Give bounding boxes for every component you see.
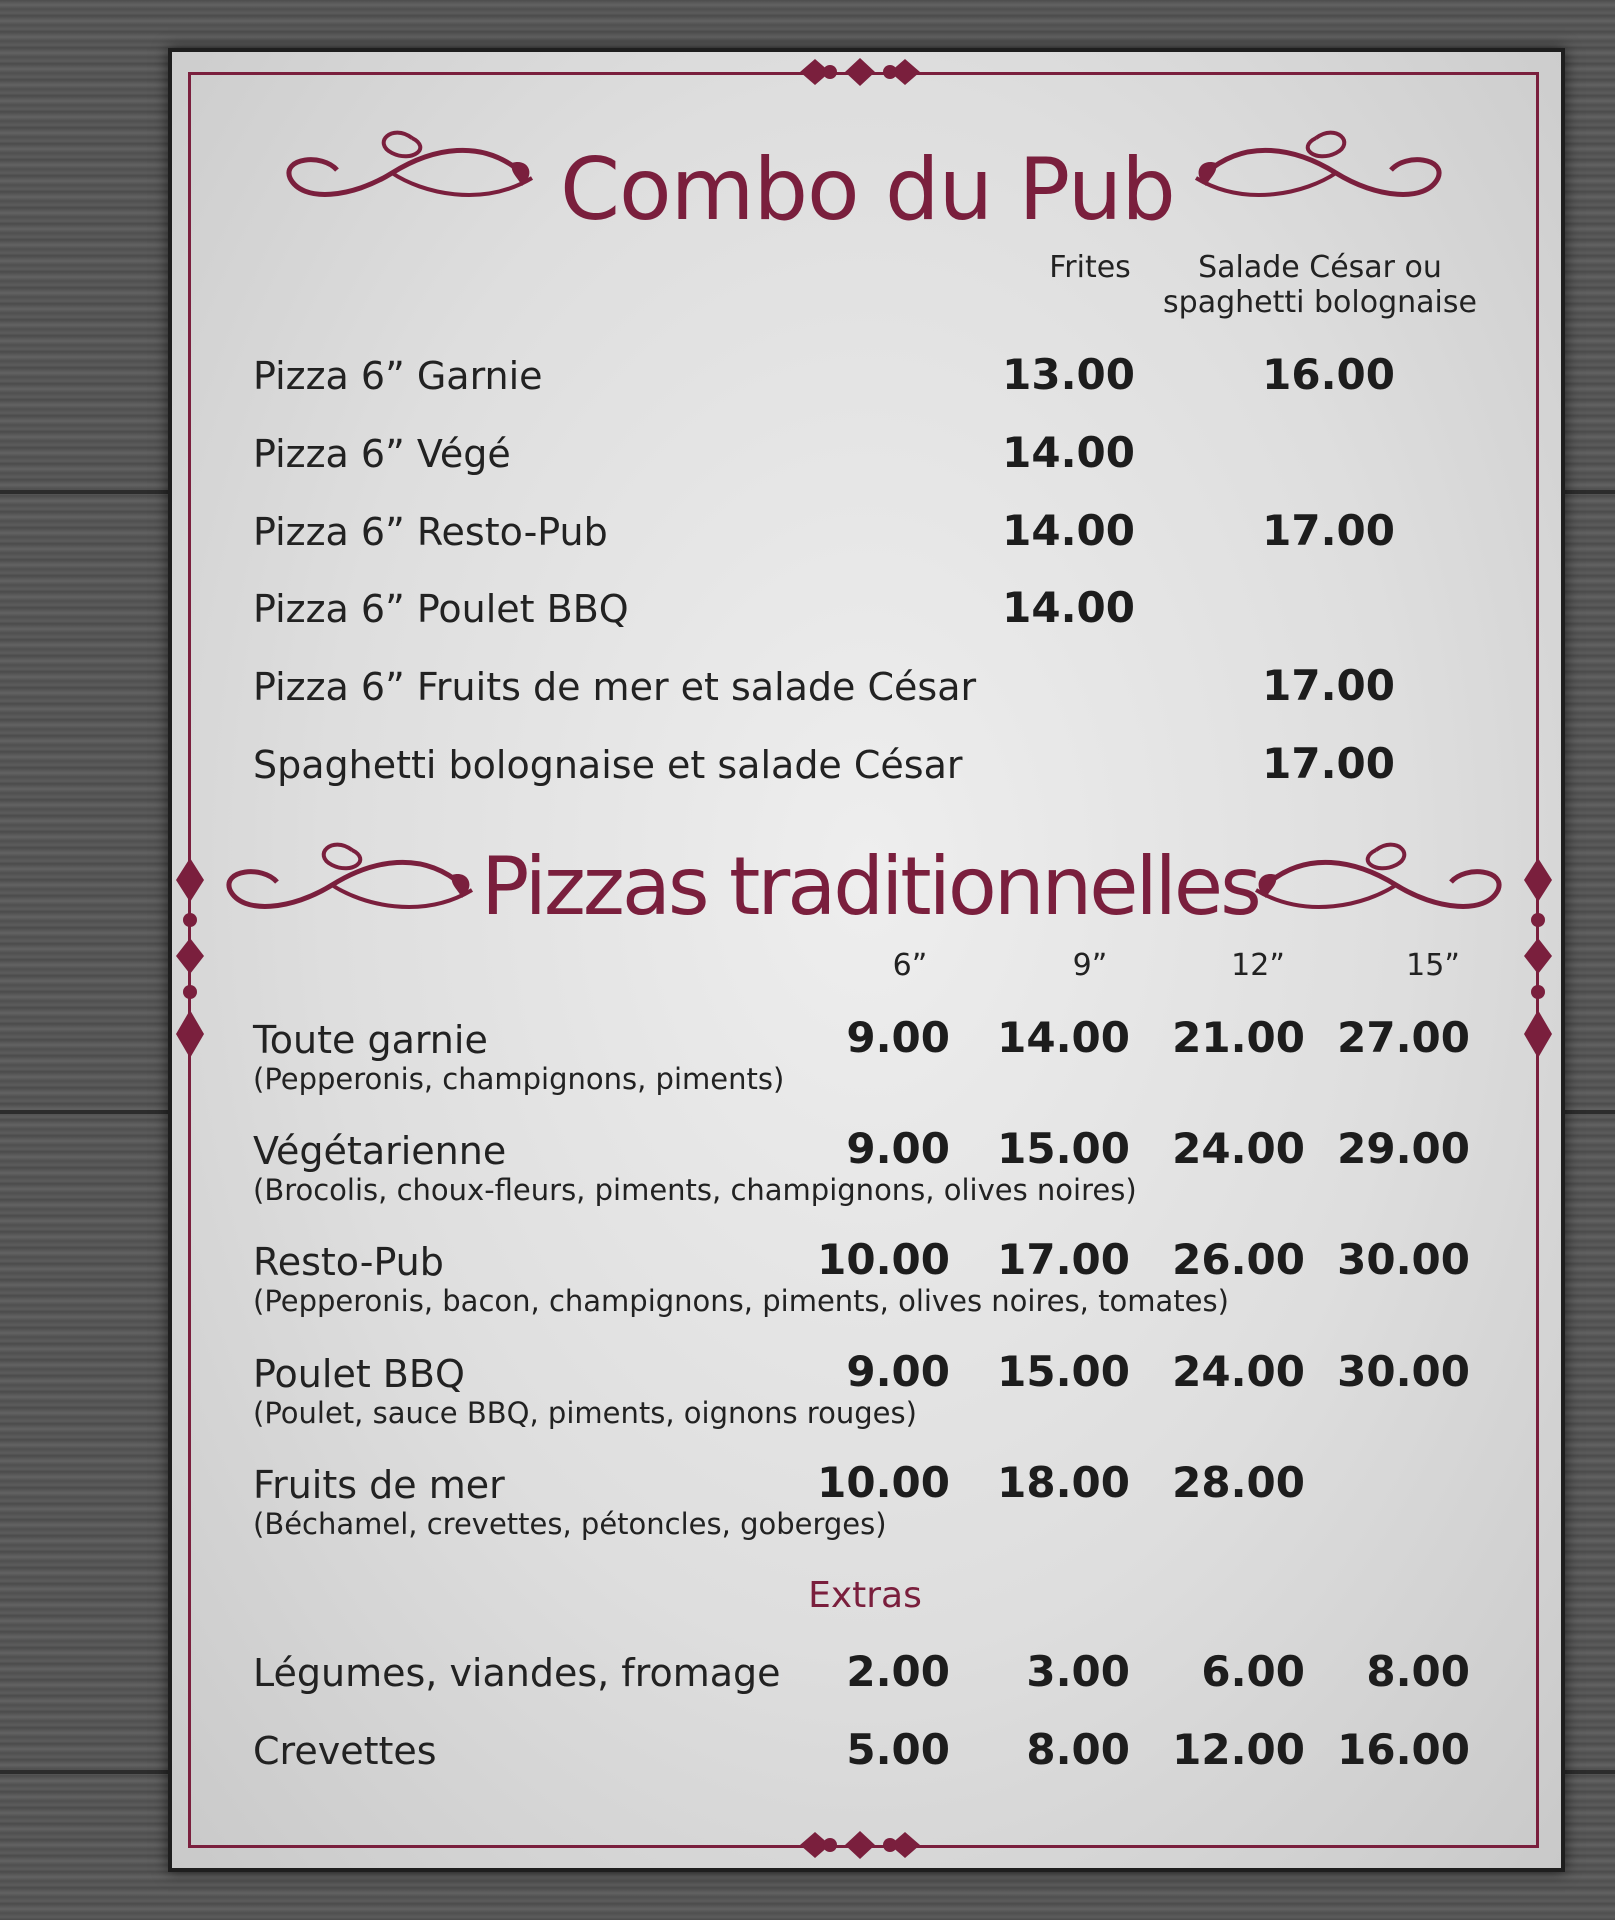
pizza-item-desc: (Béchamel, crevettes, pétoncles, goberges) bbox=[253, 1507, 887, 1541]
flourish-ornament bbox=[282, 118, 538, 228]
combo-item-name: Pizza 6” Garnie bbox=[253, 354, 543, 398]
pizza-price-9: 18.00 bbox=[997, 1458, 1130, 1507]
pizza-price-15: 30.00 bbox=[1337, 1347, 1470, 1396]
col-header-salad: spaghetti bolognaise bbox=[1163, 285, 1477, 320]
size-header: 12” bbox=[1231, 948, 1285, 983]
pizza-price-12: 24.00 bbox=[1172, 1347, 1305, 1396]
size-header: 9” bbox=[1072, 948, 1108, 983]
extra-price-15: 16.00 bbox=[1337, 1725, 1470, 1774]
pizza-item-name: Poulet BBQ bbox=[253, 1352, 465, 1396]
combo-price-salad: 17.00 bbox=[1262, 739, 1395, 788]
pizza-item-name: Fruits de mer bbox=[253, 1463, 505, 1507]
pizza-price-6: 9.00 bbox=[846, 1347, 950, 1396]
pizza-item-desc: (Brocolis, choux-fleurs, piments, champignons, olives noires) bbox=[253, 1173, 1137, 1207]
extra-price-12: 12.00 bbox=[1172, 1725, 1305, 1774]
pizza-price-6: 10.00 bbox=[817, 1458, 950, 1507]
combo-item-name: Pizza 6” Fruits de mer et salade César bbox=[253, 665, 977, 709]
pizza-price-15: 29.00 bbox=[1337, 1124, 1470, 1173]
pizzas-title: Pizzas traditionnelles bbox=[481, 840, 1259, 933]
pizza-price-9: 15.00 bbox=[997, 1347, 1130, 1396]
flourish-ornament bbox=[1190, 118, 1446, 228]
combo-item-name: Pizza 6” Resto-Pub bbox=[253, 510, 608, 554]
pizza-price-12: 21.00 bbox=[1172, 1013, 1305, 1062]
extra-price-6: 5.00 bbox=[846, 1725, 950, 1774]
combo-price-salad: 17.00 bbox=[1262, 661, 1395, 710]
combo-price-fries: 14.00 bbox=[1002, 506, 1135, 555]
pizza-price-6: 10.00 bbox=[817, 1235, 950, 1284]
pizza-price-9: 15.00 bbox=[997, 1124, 1130, 1173]
pizza-item-desc: (Pepperonis, bacon, champignons, piments, olives noires, tomates) bbox=[253, 1284, 1229, 1318]
combo-price-fries: 13.00 bbox=[1002, 350, 1135, 399]
pizza-price-12: 24.00 bbox=[1172, 1124, 1305, 1173]
diamond-ornament bbox=[760, 1828, 960, 1862]
flourish-ornament bbox=[1250, 830, 1506, 940]
extra-price-9: 8.00 bbox=[1026, 1725, 1130, 1774]
flourish-ornament bbox=[222, 830, 478, 940]
extras-title: Extras bbox=[808, 1575, 922, 1616]
extra-item-name: Crevettes bbox=[253, 1729, 437, 1773]
combo-price-salad: 16.00 bbox=[1262, 350, 1395, 399]
combo-price-fries: 14.00 bbox=[1002, 583, 1135, 632]
extra-price-9: 3.00 bbox=[1026, 1647, 1130, 1696]
combo-item-name: Pizza 6” Poulet BBQ bbox=[253, 587, 629, 631]
extra-price-12: 6.00 bbox=[1201, 1647, 1305, 1696]
pizza-price-15: 27.00 bbox=[1337, 1013, 1470, 1062]
diamond-ornament bbox=[760, 55, 960, 89]
pizza-price-6: 9.00 bbox=[846, 1124, 950, 1173]
pizza-item-name: Toute garnie bbox=[253, 1018, 488, 1062]
pizza-price-12: 26.00 bbox=[1172, 1235, 1305, 1284]
combo-item-name: Spaghetti bolognaise et salade César bbox=[253, 743, 963, 787]
extra-item-name: Légumes, viandes, fromage bbox=[253, 1651, 781, 1695]
diamond-ornament bbox=[1522, 858, 1554, 1058]
extra-price-6: 2.00 bbox=[846, 1647, 950, 1696]
pizza-item-desc: (Pepperonis, champignons, piments) bbox=[253, 1062, 785, 1096]
size-header: 6” bbox=[892, 948, 928, 983]
combo-item-name: Pizza 6” Végé bbox=[253, 432, 511, 476]
pizza-price-9: 17.00 bbox=[997, 1235, 1130, 1284]
pizza-price-6: 9.00 bbox=[846, 1013, 950, 1062]
size-header: 15” bbox=[1406, 948, 1460, 983]
col-header-salad: Salade César ou bbox=[1198, 250, 1442, 285]
combo-price-fries: 14.00 bbox=[1002, 428, 1135, 477]
combo-price-salad: 17.00 bbox=[1262, 506, 1395, 555]
pizza-price-12: 28.00 bbox=[1172, 1458, 1305, 1507]
pizza-item-name: Végétarienne bbox=[253, 1129, 507, 1173]
pizza-price-9: 14.00 bbox=[997, 1013, 1130, 1062]
pizza-item-name: Resto-Pub bbox=[253, 1240, 444, 1284]
pizza-item-desc: (Poulet, sauce BBQ, piments, oignons rouges) bbox=[253, 1396, 917, 1430]
combo-title: Combo du Pub bbox=[560, 140, 1175, 240]
pizza-price-15: 30.00 bbox=[1337, 1235, 1470, 1284]
diamond-ornament bbox=[174, 858, 206, 1058]
extra-price-15: 8.00 bbox=[1366, 1647, 1470, 1696]
col-header-fries: Frites bbox=[1049, 250, 1131, 285]
